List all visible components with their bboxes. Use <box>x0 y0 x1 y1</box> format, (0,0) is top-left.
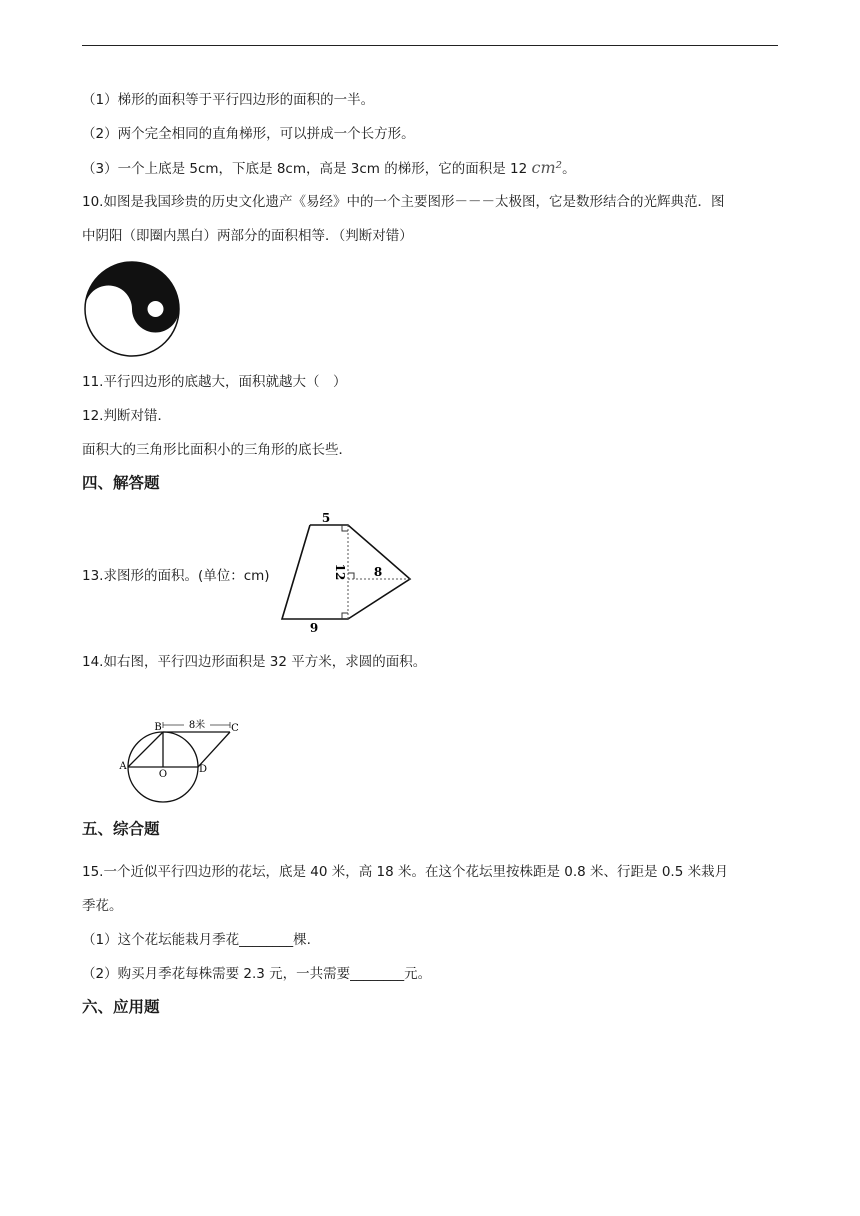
question-13: 13.求图形的面积。(单位：cm) <box>82 568 270 584</box>
statement-2: （2）两个完全相同的直角梯形，可以拼成一个长方形。 <box>82 126 415 142</box>
statement-1: （1）梯形的面积等于平行四边形的面积的一半。 <box>82 92 375 108</box>
label-c: C <box>231 723 239 734</box>
question-11: 11.平行四边形的底越大，面积就越大（ ） <box>82 374 347 390</box>
question-12-line2: 面积大的三角形比面积小的三角形的底长些． <box>82 442 352 458</box>
label-d: D <box>198 764 208 775</box>
label-b: B <box>154 722 162 733</box>
question-10-line2: 中阴阳（即圈内黑白）两部分的面积相等．（判断对错） <box>82 228 413 244</box>
section-heading-4: 四、解答题 <box>82 474 160 492</box>
label-a: A <box>119 761 127 772</box>
question-15-line1: 15.一个近似平行四边形的花坛，底是 40 米，高 18 米。在这个花坛里按株距是 0.8 米、行距是 0.5 米栽月 <box>82 864 729 880</box>
statement-3 <box>82 158 576 179</box>
label-length: 8米 <box>188 720 206 731</box>
label-bottom: 9 <box>309 621 319 635</box>
label-height: 12 <box>333 563 347 581</box>
unit-cm2: cm² <box>531 158 563 177</box>
question-10-line1: 10.如图是我国珍贵的历史文化遗产《易经》中的一个主要图形－－－太极图，它是数形结合的光辉典范．图 <box>82 194 725 210</box>
question-12-line1: 12.判断对错． <box>82 408 171 424</box>
question-15-part1: （1）这个花坛能栽月季花________棵. <box>82 932 311 948</box>
question-15-line2: 季花。 <box>82 898 123 914</box>
header-rule <box>82 45 778 46</box>
statement-3-text: （3）一个上底是 5cm，下底是 8cm，高是 3cm 的梯形，它的面积是 12 <box>82 161 532 177</box>
label-top: 5 <box>321 511 331 525</box>
taiji-figure <box>82 260 182 358</box>
section-heading-5: 五、综合题 <box>82 820 160 838</box>
label-o: O <box>158 769 168 780</box>
statement-3-end: 。 <box>562 161 576 177</box>
question-15-part2: （2）购买月季花每株需要 2.3 元，一共需要________元。 <box>82 966 432 982</box>
section-heading-6: 六、应用题 <box>82 998 160 1016</box>
question-14: 14.如右图，平行四边形面积是 32 平方米，求圆的面积。 <box>82 654 427 670</box>
circle-parallelogram-figure <box>112 712 244 804</box>
label-right: 8 <box>373 565 383 579</box>
trapezoid-figure <box>270 510 420 638</box>
